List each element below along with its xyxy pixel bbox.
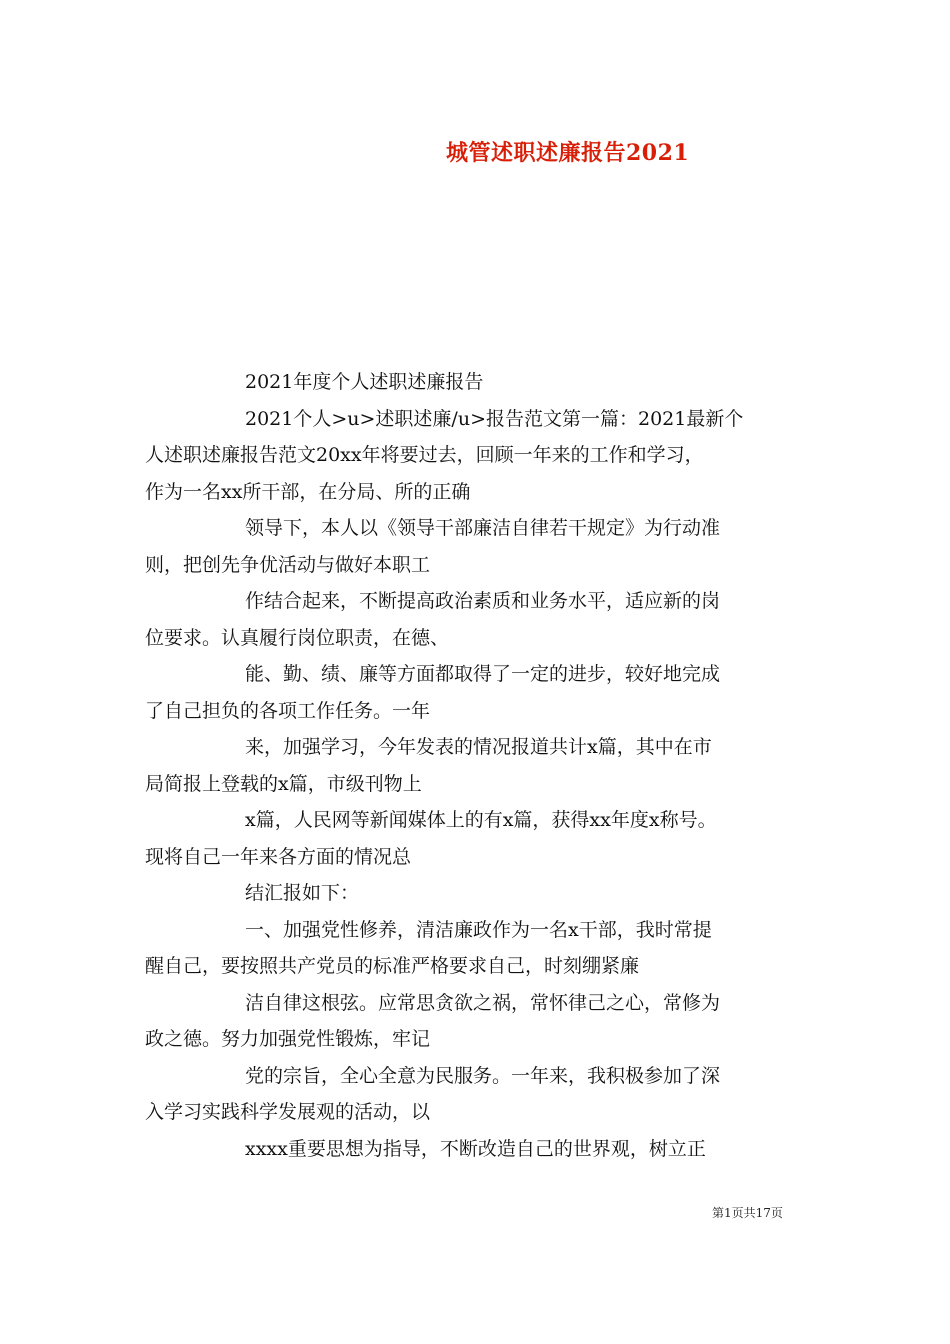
- body-line: 能、勤、绩、廉等方面都取得了一定的进步，较好地完成: [245, 663, 721, 685]
- body-line: 党的宗旨，全心全意为民服务。一年来，我积极参加了深: [245, 1064, 721, 1087]
- body-line: 位要求。认真履行岗位职责，在德、: [145, 626, 450, 649]
- body-line: 一、加强党性修养，清洁廉政作为一名x干部，我时常提: [245, 918, 712, 941]
- body-line: 人述职述廉报告范文20xx年将要过去，回顾一年来的工作和学习，: [145, 444, 704, 466]
- body-line: 作结合起来，不断提高政治素质和业务水平，适应新的岗: [245, 590, 721, 612]
- body-line: 了自己担负的各项工作任务。一年: [145, 699, 431, 722]
- body-line: 来，加强学习，今年发表的情况报道共计x篇，其中在市: [245, 736, 712, 758]
- body-line: 醒自己，要按照共产党员的标准严格要求自己，时刻绷紧廉: [145, 955, 640, 977]
- body-line: 则，把创先争优活动与做好本职工: [145, 553, 431, 576]
- document-body: [145, 364, 825, 1167]
- body-line: 作为一名xx所干部，在分局、所的正确: [145, 480, 471, 503]
- body-line: x篇，人民网等新闻媒体上的有x篇，获得xx年度x称号。: [245, 809, 717, 831]
- document-title: 城管述职述廉报告2021: [446, 140, 690, 166]
- body-line: 2021年度个人述职述廉报告: [245, 371, 484, 393]
- body-line: 洁自律这根弦。应常思贪欲之祸，常怀律己之心，常修为: [245, 991, 721, 1014]
- body-line: 局简报上登载的x篇，市级刊物上: [145, 772, 422, 795]
- body-line: xxxx重要思想为指导，不断改造自己的世界观，树立正: [245, 1137, 706, 1160]
- body-line: 结汇报如下：: [245, 882, 360, 904]
- body-line: 领导下，本人以《领导干部廉洁自律若干规定》为行动准: [245, 517, 721, 539]
- body-line: 现将自己一年来各方面的情况总: [145, 845, 412, 868]
- body-line: 2021个人>u>述职述廉/u>报告范文第一篇：2021最新个: [245, 407, 744, 430]
- body-line: 入学习实践科学发展观的活动，以: [145, 1101, 431, 1123]
- body-line: 政之德。努力加强党性锻炼，牢记: [145, 1028, 431, 1050]
- page-number-footer: 第1页共17页: [712, 1206, 783, 1220]
